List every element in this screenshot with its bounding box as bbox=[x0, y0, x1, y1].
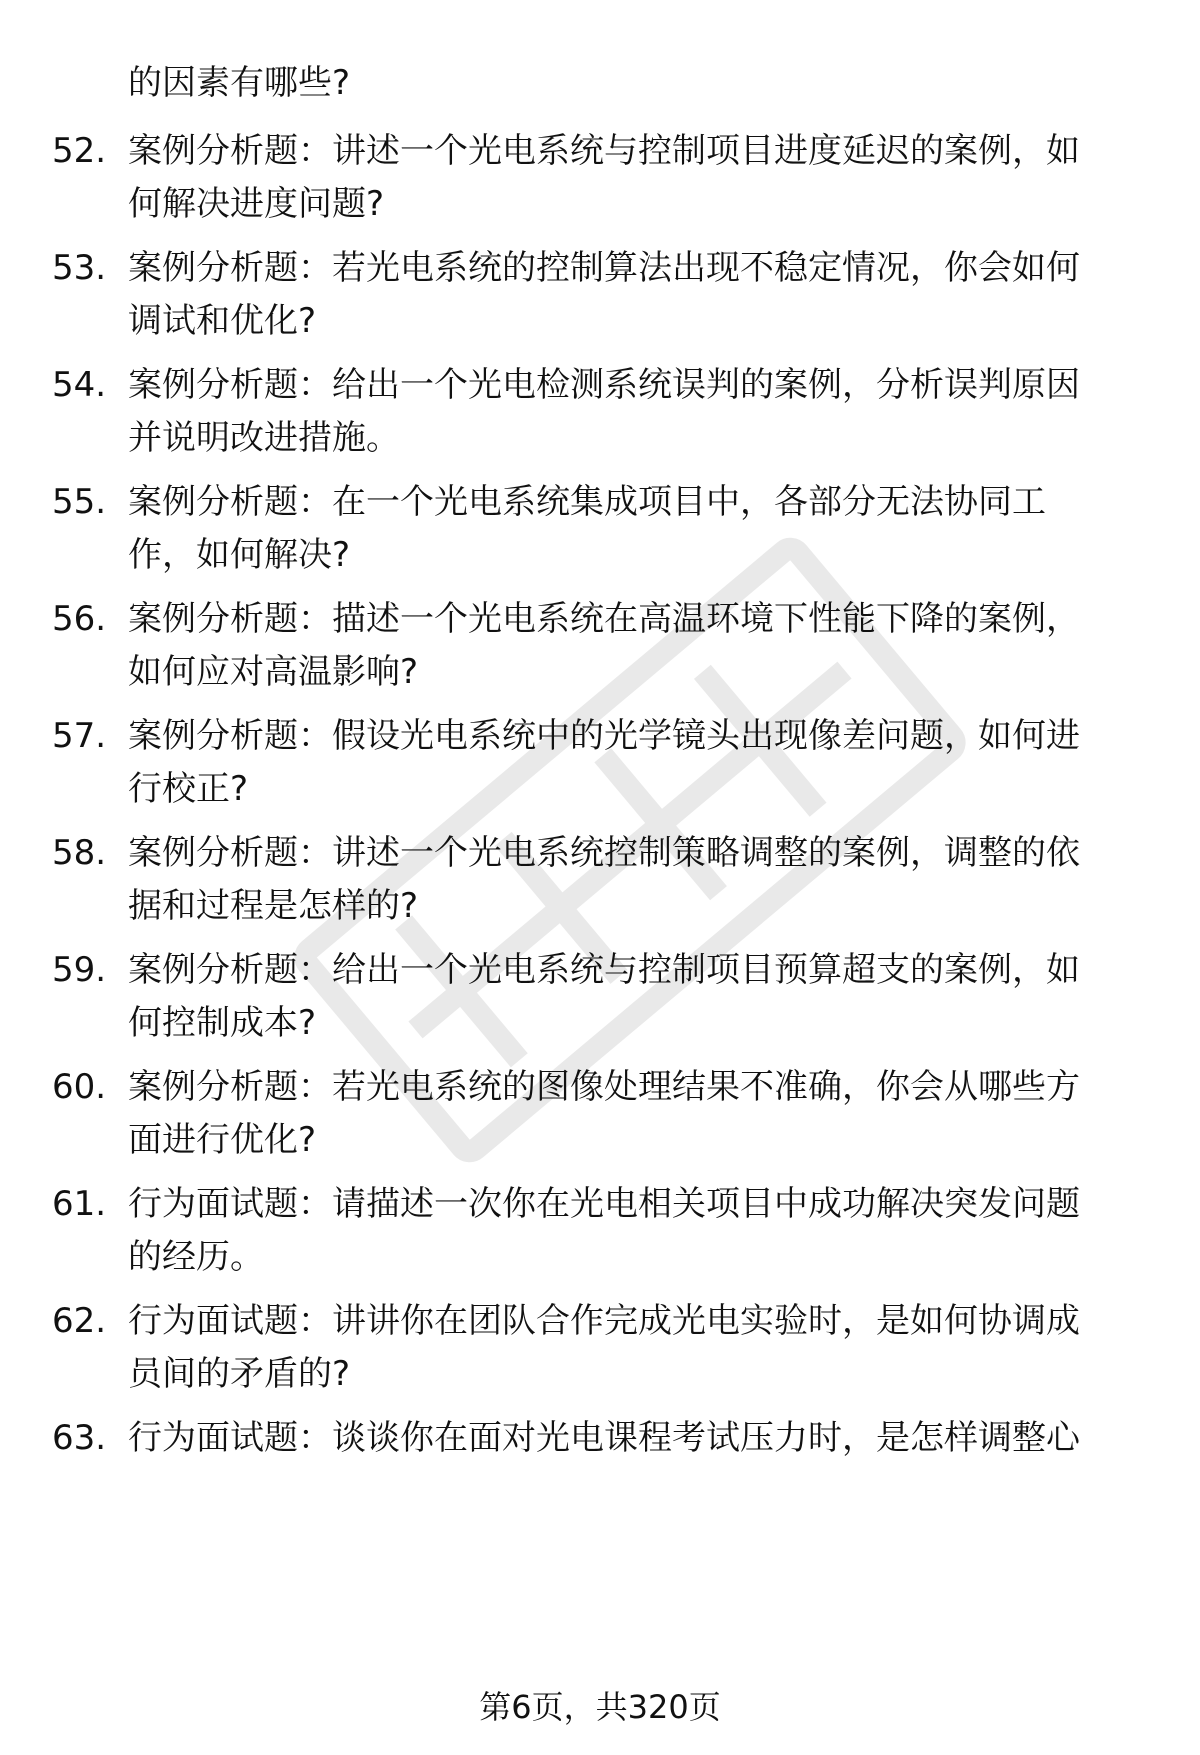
page-footer: 第6页，共320页 bbox=[479, 1688, 721, 1726]
question-number: 59. bbox=[52, 950, 107, 990]
question-number: 61. bbox=[52, 1184, 107, 1224]
question-text: 案例分析题：若光电系统的图像处理结果不准确，你会从哪些方 面进行优化? bbox=[128, 1067, 1080, 1160]
continuation-line: 的因素有哪些? bbox=[128, 63, 351, 103]
question-text: 案例分析题：在一个光电系统集成项目中，各部分无法协同工 作，如何解决? bbox=[128, 482, 1046, 575]
question-text: 案例分析题：给出一个光电检测系统误判的案例，分析误判原因 并说明改进措施。 bbox=[128, 365, 1080, 458]
question-number: 63. bbox=[52, 1418, 107, 1458]
question-number: 57. bbox=[52, 716, 107, 756]
question-text: 案例分析题：若光电系统的控制算法出现不稳定情况，你会如何 调试和优化? bbox=[128, 248, 1080, 341]
question-text: 行为面试题：谈谈你在面对光电课程考试压力时，是怎样调整心 bbox=[128, 1418, 1080, 1458]
question-number: 55. bbox=[52, 482, 107, 522]
question-text: 案例分析题：假设光电系统中的光学镜头出现像差问题，如何进 行校正? bbox=[128, 716, 1080, 809]
question-number: 53. bbox=[52, 248, 107, 288]
question-number: 52. bbox=[52, 131, 107, 171]
question-text: 案例分析题：讲述一个光电系统控制策略调整的案例，调整的依 据和过程是怎样的? bbox=[128, 833, 1080, 926]
question-number: 56. bbox=[52, 599, 107, 639]
question-text: 案例分析题：描述一个光电系统在高温环境下性能下降的案例， 如何应对高温影响? bbox=[128, 599, 1080, 692]
question-text: 案例分析题：讲述一个光电系统与控制项目进度延迟的案例，如 何解决进度问题? bbox=[128, 131, 1080, 224]
question-number: 62. bbox=[52, 1301, 107, 1341]
question-number: 58. bbox=[52, 833, 107, 873]
question-text: 案例分析题：给出一个光电系统与控制项目预算超支的案例，如 何控制成本? bbox=[128, 950, 1080, 1043]
question-number: 60. bbox=[52, 1067, 107, 1107]
question-text: 行为面试题：讲讲你在团队合作完成光电实验时，是如何协调成 员间的矛盾的? bbox=[128, 1301, 1080, 1394]
question-text: 行为面试题：请描述一次你在光电相关项目中成功解决突发问题 的经历。 bbox=[128, 1184, 1080, 1277]
question-number: 54. bbox=[52, 365, 107, 405]
